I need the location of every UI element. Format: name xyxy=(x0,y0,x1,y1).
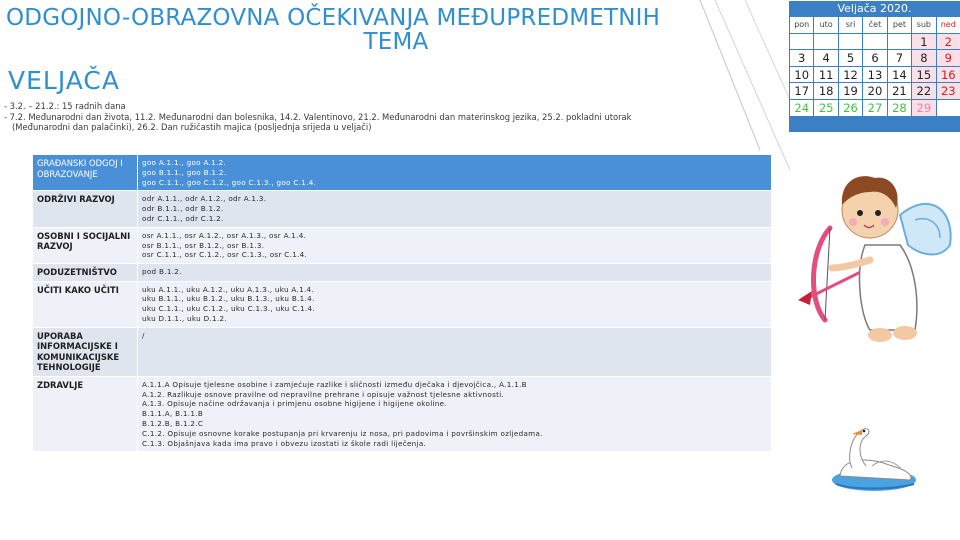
table-row xyxy=(33,227,772,263)
outcome-line: goo C.1.1., goo C.1.2., goo C.1.3., goo C.1.4. xyxy=(142,177,317,187)
calendar-day: 19 xyxy=(839,83,862,99)
topic-outcomes xyxy=(138,155,772,191)
table-row xyxy=(33,327,772,376)
outcome-line: B.1.1.A, B.1.1.B xyxy=(142,409,204,419)
outcome-line: odr C.1.1., odr C.1.2. xyxy=(142,213,224,223)
calendar xyxy=(789,1,960,132)
outcome-line: C.1.3. Objašnjava kada ima pravo i obvezu izostati iz škole radi liječenja. xyxy=(142,438,427,448)
calendar-day xyxy=(839,34,862,50)
calendar-day: 4 xyxy=(814,50,837,66)
topic-outcomes xyxy=(138,227,772,263)
outcome-line: osr C.1.1., osr C.1.2., osr C.1.3., osr C.1.4. xyxy=(142,250,308,260)
topic-outcomes xyxy=(138,376,772,452)
page-title xyxy=(6,6,746,54)
topic-name: UČITI KAKO UČITI xyxy=(33,281,138,327)
outcome-line: odr B.1.1., odr B.1.2. xyxy=(142,204,224,214)
outcome-line: A.1.2. Razlikuje osnove pravilne od nepravilne prehrane i opisuje važnost tjelesne aktivnosti. xyxy=(142,389,505,399)
topic-name: GRAĐANSKI ODGOJ I OBRAZOVANJE xyxy=(33,155,138,191)
calendar-day: 15 xyxy=(912,67,935,83)
topic-name: ZDRAVLJE xyxy=(33,376,138,452)
outcome-line: uku C.1.1., uku C.1.2., uku C.1.3., uku C.1.4. xyxy=(142,304,315,314)
calendar-day xyxy=(888,34,911,50)
calendar-day-name: ned xyxy=(937,17,960,33)
calendar-day: 12 xyxy=(839,67,862,83)
calendar-day xyxy=(790,34,813,50)
calendar-day: 22 xyxy=(912,83,935,99)
calendar-day: 11 xyxy=(814,67,837,83)
topic-outcomes xyxy=(138,281,772,327)
table-row xyxy=(33,191,772,227)
outcome-line: uku B.1.1., uku B.1.2., uku B.1.3., uku B.1.4. xyxy=(142,294,315,304)
calendar-day: 1 xyxy=(912,34,935,50)
calendar-day-name: čet xyxy=(863,17,886,33)
calendar-day: 25 xyxy=(814,100,837,116)
outcome-line: osr A.1.1., osr A.1.2., osr A.1.3., osr A.1.4. xyxy=(142,230,307,240)
calendar-day: 23 xyxy=(937,83,960,99)
calendar-day-name: pon xyxy=(790,17,813,33)
swan-illustration xyxy=(822,418,922,496)
topic-name: UPORABA INFORMACIJSKE I KOMUNIKACIJSKE TEHNOLOGIJE xyxy=(33,327,138,376)
calendar-day: 3 xyxy=(790,50,813,66)
calendar-day: 7 xyxy=(888,50,911,66)
cupid-illustration xyxy=(790,150,960,350)
topic-name: OSOBNI I SOCIJALNI RAZVOJ xyxy=(33,227,138,263)
topic-outcomes xyxy=(138,327,772,376)
outcome-line: goo B.1.1., goo B.1.2. xyxy=(142,167,227,177)
calendar-day: 10 xyxy=(790,67,813,83)
calendar-day xyxy=(863,34,886,50)
month-info xyxy=(4,101,704,133)
table-row xyxy=(33,281,772,327)
topic-outcomes xyxy=(138,264,772,282)
important-dates-text: - 7.2. Međunarodni dan života, 11.2. Međunarodni dan bolesnika, 14.2. Valentinovo, 21.2. Međunarodni dan materinskog jezika, 25.2. pokladni utorak xyxy=(4,111,632,122)
topic-name: PODUZETNIŠTVO xyxy=(33,264,138,282)
calendar-day: 13 xyxy=(863,67,886,83)
calendar-day: 18 xyxy=(814,83,837,99)
outcome-line: A.1.1.A Opisuje tjelesne osobine i zamjećuje razlike i sličnosti između dječaka i djevojčica., A.1.1.B xyxy=(142,379,527,389)
topics-table xyxy=(32,154,772,452)
table-row xyxy=(33,155,772,191)
outcome-line: C.1.2. Opisuje osnovne korake postupanja pri krvarenju iz nosa, pri padovima i površinskim ozljedama. xyxy=(142,428,543,438)
calendar-day: 29 xyxy=(912,100,935,116)
outcome-line: pod B.1.2. xyxy=(142,267,182,277)
calendar-day: 24 xyxy=(790,100,813,116)
table-row xyxy=(33,264,772,282)
table-row xyxy=(33,376,772,452)
calendar-day: 20 xyxy=(863,83,886,99)
important-dates-text-cont: (Međunarodni dan palačinki), 26.2. Dan ružičastih majica (posljednja srijeda u veljači) xyxy=(12,122,372,133)
calendar-grid xyxy=(790,17,960,116)
calendar-day: 6 xyxy=(863,50,886,66)
page-title-line-1: ODGOJNO-OBRAZOVNA OČEKIVANJA MEĐUPREDMETNIH xyxy=(6,5,661,31)
calendar-day xyxy=(814,34,837,50)
calendar-day-name: uto xyxy=(814,17,837,33)
calendar-day: 21 xyxy=(888,83,911,99)
outcome-line: B.1.2.B, B.1.2.C xyxy=(142,419,204,429)
outcome-line: osr B.1.1., osr B.1.2., osr B.1.3. xyxy=(142,240,265,250)
calendar-day: 8 xyxy=(912,50,935,66)
calendar-day-name: sri xyxy=(839,17,862,33)
outcome-line: / xyxy=(142,330,145,340)
outcome-line: uku A.1.1., uku A.1.2., uku A.1.3., uku A.1.4. xyxy=(142,284,315,294)
outcome-line: odr A.1.1., odr A.1.2., odr A.1.3. xyxy=(142,194,267,204)
calendar-day xyxy=(937,100,960,116)
calendar-day: 9 xyxy=(937,50,960,66)
working-days-text: - 3.2. – 21.2.: 15 radnih dana xyxy=(4,101,126,111)
topic-name: ODRŽIVI RAZVOJ xyxy=(33,191,138,227)
page-title-line-2: TEMA xyxy=(363,29,429,55)
calendar-day-name: sub xyxy=(912,17,935,33)
calendar-day: 14 xyxy=(888,67,911,83)
calendar-day: 5 xyxy=(839,50,862,66)
topic-outcomes xyxy=(138,191,772,227)
calendar-day: 16 xyxy=(937,67,960,83)
outcome-line: A.1.3. Opisuje načine održavanja i primjenu osobne higijene i higijene okoline. xyxy=(142,399,447,409)
outcome-line: uku D.1.1., uku D.1.2. xyxy=(142,314,227,324)
calendar-title: Veljača 2020. xyxy=(837,2,912,15)
calendar-day: 28 xyxy=(888,100,911,116)
month-heading: VELJAČA xyxy=(8,66,120,95)
outcome-line: goo A.1.1., goo A.1.2. xyxy=(142,158,227,167)
calendar-day: 17 xyxy=(790,83,813,99)
calendar-day: 27 xyxy=(863,100,886,116)
calendar-day: 2 xyxy=(937,34,960,50)
calendar-day-name: pet xyxy=(888,17,911,33)
calendar-day: 26 xyxy=(839,100,862,116)
